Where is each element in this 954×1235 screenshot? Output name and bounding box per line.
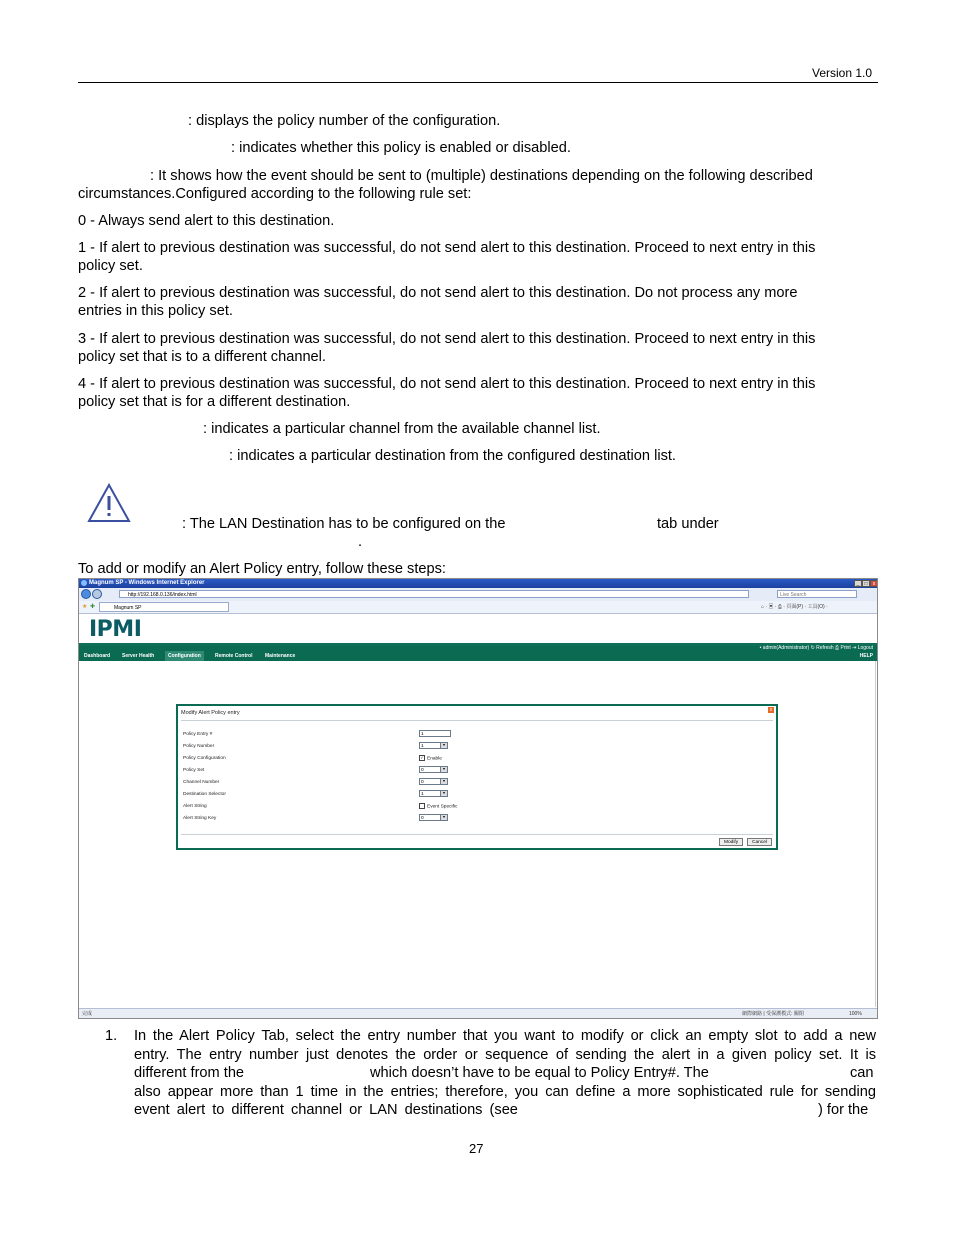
forward-icon[interactable] [92,589,102,599]
ie-icon [81,580,87,586]
note-end: . [358,534,363,550]
destination-selector-def: : indicates a particular destination from the configured destination list. [229,448,676,464]
label-alert-string: Alert String [183,804,207,809]
chevron-down-icon: ▼ [440,743,447,748]
search-input[interactable]: Live Search [777,590,857,598]
nav-dashboard[interactable]: Dashboard [84,653,111,659]
version-label: Version 1.0 [812,66,873,80]
alert-string-key-value: 0 [421,816,424,821]
back-icon[interactable] [81,589,91,599]
step-line-2: entry. The entry number just denotes the order or sequence of sending the alert in a given policy set. It is [134,1047,876,1063]
chevron-down-icon: ▼ [440,779,447,784]
rule-3: 3 - If alert to previous destination was successful, do not send alert to this destination. Proceed to next entry in this [78,331,816,347]
favorites-star-icon[interactable]: ★ [82,604,88,610]
step-line-1: In the Alert Policy Tab, select the entry number that you want to modify or click an empty slot to add a new [134,1028,876,1044]
policy-set-def-cont: circumstances.Configured according to the following rule set: [78,186,472,202]
policy-set-select[interactable] [419,766,448,773]
dialog-title: Modify Alert Policy entry [181,710,240,716]
policy-number-select[interactable] [419,742,448,749]
modify-alert-policy-dialog [176,704,778,850]
window-title: Magnum SP - Windows Internet Explorer [89,580,205,586]
page-number: 27 [469,1141,484,1156]
policy-set-value: 0 [421,768,424,773]
step-line-4: also appear more than 1 time in the entries; therefore, you can define a more sophisticated rule for sending [134,1084,876,1100]
intro-text: To add or modify an Alert Policy entry, follow these steps: [78,561,446,577]
maximize-button[interactable]: □ [862,580,870,587]
policy-set-def: : It shows how the event should be sent to (multiple) destinations depending on the following described [150,168,813,184]
channel-number-value: 0 [421,780,424,785]
chevron-down-icon: ▼ [440,815,447,820]
chevron-down-icon: ▼ [440,767,447,772]
policy-enable-checkbox[interactable] [419,755,442,761]
step-line-3c: can [850,1065,874,1081]
add-favorite-icon[interactable]: ✚ [90,604,96,610]
header-rule [78,82,878,83]
step-line-5b: ) for the [818,1102,869,1118]
ipmi-logo: IPMI [89,617,142,642]
step-number: 1. [105,1028,118,1044]
help-link[interactable]: HELP [859,653,873,659]
note-text-tab: tab under [657,516,719,532]
nav-remote-control[interactable]: Remote Control [215,653,253,659]
step-line-3b: which doesn’t have to be equal to Policy Entry#. The [370,1065,709,1081]
step-line-5a: event alert to different channel or LAN destinations (see [134,1102,518,1118]
checkbox-empty-icon [419,803,425,809]
rule-1-cont: policy set. [78,258,143,274]
caution-icon [87,483,131,523]
rule-0: 0 - Always send alert to this destination. [78,213,335,229]
rule-3-cont: policy set that is to a different channel. [78,349,326,365]
destination-selector-value: 1 [421,792,424,797]
tab-bar [79,601,877,614]
destination-selector-select[interactable] [419,790,448,797]
label-policy-set: Policy Set [183,768,205,773]
browser-tab[interactable]: Magnum SP [99,602,229,612]
rule-1: 1 - If alert to previous destination was successful, do not send alert to this destination. Proceed to next entry in this [78,240,816,256]
browser-status-bar [79,1008,877,1019]
minimize-button[interactable]: _ [854,580,862,587]
rule-4: 4 - If alert to previous destination was successful, do not send alert to this destination. Proceed to next entry in this [78,376,816,392]
chevron-down-icon: ▼ [440,791,447,796]
label-destination-selector: Destination Selector [183,792,226,797]
window-titlebar [79,579,877,588]
dialog-footer-divider [181,834,773,835]
label-policy-number: Policy Number [183,744,215,749]
channel-number-def: : indicates a particular channel from the available channel list. [203,421,601,437]
policy-number-value: 1 [421,744,424,749]
user-actions[interactable]: • admin(Administrator) ↻ Refresh ⎙ Print ⇥ Logout [759,645,873,651]
policy-entry-field[interactable]: 1 [419,730,451,737]
dialog-divider [181,720,773,721]
zoom-level[interactable]: 100% [849,1011,862,1017]
zone-status: 網際網路 | 受保護模式: 關閉 [742,1011,804,1017]
modify-button[interactable]: Modify [719,838,743,846]
label-alert-string-key: Alert String Key [183,816,217,821]
label-channel-number: Channel Number [183,780,220,785]
rule-2-cont: entries in this policy set. [78,303,233,319]
ipmi-screenshot [78,578,878,1019]
policy-number-def: : displays the policy number of the configuration. [188,113,501,129]
nav-configuration[interactable]: Configuration [165,651,204,661]
rule-2: 2 - If alert to previous destination was successful, do not send alert to this destination. Do not process any more [78,285,798,301]
status-text: 完成 [82,1011,93,1017]
enable-label: Enable [427,756,442,762]
note-text: : The LAN Destination has to be configured on the [182,516,506,532]
channel-number-select[interactable] [419,778,448,785]
address-bar-row [79,588,877,602]
label-policy-configuration: Policy Configuration [183,756,226,761]
command-bar[interactable]: ⌂ · ▣ · ⎙ · 頁面(P) · 工具(O) · [761,604,828,610]
step-line-3a: different from the [134,1065,245,1081]
event-specific-label: Event Specific [427,804,458,810]
alert-string-key-select[interactable] [419,814,448,821]
policy-config-def: : indicates whether this policy is enabled or disabled. [231,140,571,156]
rule-4-cont: policy set that is for a different destination. [78,394,351,410]
main-nav [79,651,877,661]
nav-maintenance[interactable]: Maintenance [265,653,296,659]
label-policy-entry: Policy Entry # [183,732,213,737]
cancel-button[interactable]: Cancel [747,838,772,846]
address-input[interactable]: http://192.168.0.136/index.html [119,590,749,598]
event-specific-checkbox[interactable] [419,803,457,809]
nav-server-health[interactable]: Server Health [122,653,155,659]
dialog-close-icon[interactable]: x [769,707,773,713]
close-window-button[interactable]: x [870,580,878,587]
checkbox-checked-icon: ✓ [420,755,424,760]
